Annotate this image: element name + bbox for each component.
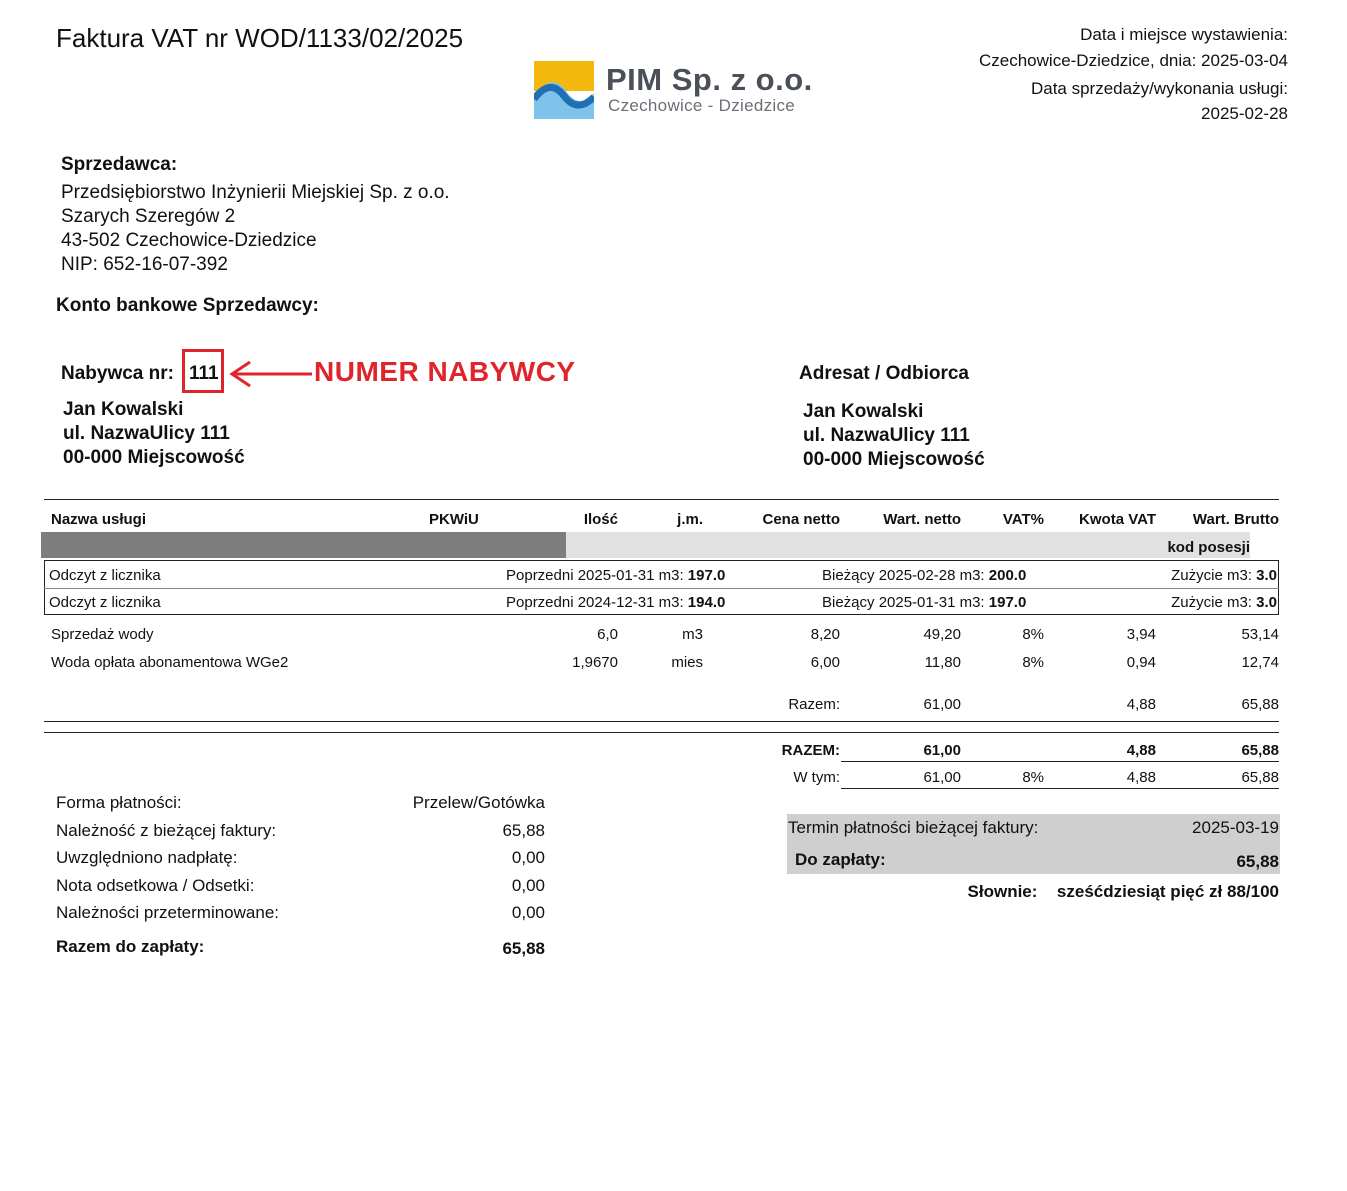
item-vat-amount: 0,94 [1126, 654, 1156, 671]
summary-value: 0,00 [511, 876, 545, 895]
meter-usage-value: 3.0 [1256, 567, 1277, 584]
seller-heading: Sprzedawca: [61, 154, 178, 175]
summary-label: Nota odsetkowa / Odsetki: [56, 876, 255, 895]
total-gross: 65,88 [1241, 742, 1279, 759]
col-price: Cena netto [762, 511, 840, 528]
meter-current-label: Bieżący 2025-01-31 m3: [822, 594, 985, 611]
invoice-title: Faktura VAT nr WOD/1133/02/2025 [56, 23, 464, 53]
buyer-number-highlight [182, 349, 224, 393]
meter-previous [506, 567, 725, 584]
subtotal-vat-amount: 4,88 [1126, 696, 1156, 713]
item-vat-rate: 8% [1022, 654, 1044, 671]
summary-label: Należności przeterminowane: [56, 903, 279, 922]
buyer-number-label: Nabywca nr: [61, 363, 174, 384]
meter-current-value: 197.0 [988, 594, 1027, 611]
buyer-city: 00-000 Miejscowość [63, 447, 245, 468]
buyer-name: Jan Kowalski [63, 399, 184, 420]
item-vat-rate: 8% [1022, 626, 1044, 643]
due-topay-value: 65,88 [1236, 852, 1279, 871]
recipient-city: 00-000 Miejscowość [803, 449, 985, 470]
item-unit: mies [671, 654, 703, 671]
of-which-underline [841, 788, 1279, 789]
meter-current-value: 200.0 [988, 567, 1027, 584]
total-underline [841, 761, 1279, 762]
item-price: 6,00 [810, 654, 840, 671]
subtotal-gross: 65,88 [1241, 696, 1279, 713]
item-net: 11,80 [924, 654, 961, 671]
table-top-rule [44, 499, 1279, 500]
due-topay-label: Do zapłaty: [795, 850, 886, 869]
item-gross: 53,14 [1241, 626, 1279, 643]
due-term-value: 2025-03-19 [1192, 818, 1279, 837]
subtotal-rule [44, 721, 1279, 722]
total-net: 61,00 [923, 742, 961, 759]
buyer-number: 111 [189, 363, 219, 384]
arrow-left-icon [228, 360, 314, 388]
subtotal-net: 61,00 [923, 696, 961, 713]
item-qty: 6,0 [597, 626, 618, 643]
of-which-label: W tym: [793, 769, 840, 786]
subtotal-label: Razem: [788, 696, 840, 713]
meter-previous-label: Poprzedni 2024-12-31 m3: [506, 594, 684, 611]
issue-label: Data i miejsce wystawienia: [1080, 25, 1288, 44]
amount-in-words-value: sześćdziesiąt pięć zł 88/100 [1056, 882, 1279, 901]
item-net: 49,20 [923, 626, 961, 643]
property-band-light [566, 532, 1250, 558]
sale-label: Data sprzedaży/wykonania usługi: [1030, 79, 1288, 98]
col-vat-rate: VAT% [1002, 511, 1044, 528]
total-rule [44, 732, 1279, 733]
amount-in-words [968, 882, 1279, 902]
summary-label: Uwzględniono nadpłatę: [56, 848, 238, 867]
due-term-label: Termin płatności bieżącej faktury: [788, 818, 1039, 837]
buyer-number-annotation: NUMER NABYWCY [314, 356, 576, 387]
seller-street: Szarych Szeregów 2 [61, 206, 236, 227]
total-label: RAZEM: [781, 742, 840, 759]
summary-total-label: Razem do zapłaty: [56, 937, 205, 956]
item-name: Sprzedaż wody [51, 626, 154, 643]
col-name: Nazwa usługi [51, 511, 147, 528]
meter-previous-value: 197.0 [687, 567, 726, 584]
meter-previous [506, 594, 725, 611]
meter-row-name: Odczyt z licznika [49, 567, 161, 584]
meter-row-name: Odczyt z licznika [49, 594, 161, 611]
summary-label: Należność z bieżącej faktury: [56, 821, 277, 840]
col-net: Wart. netto [883, 511, 961, 528]
item-name: Woda opłata abonamentowa WGe2 [51, 654, 289, 671]
meter-usage-label: Zużycie m3: [1171, 594, 1252, 611]
meter-previous-value: 194.0 [687, 594, 726, 611]
meter-current [822, 567, 1026, 584]
of-which-vat-rate: 8% [1022, 769, 1044, 786]
col-unit: j.m. [677, 511, 703, 528]
meter-current [822, 594, 1026, 611]
buyer-street: ul. NazwaUlicy 111 [63, 423, 230, 444]
seller-city: 43-502 Czechowice-Dziedzice [61, 230, 317, 251]
col-pkwiu: PKWiU [429, 511, 479, 528]
logo-company-name: PIM Sp. z o.o. [606, 62, 813, 97]
of-which-gross: 65,88 [1241, 769, 1279, 786]
item-price: 8,20 [810, 626, 840, 643]
item-unit: m3 [682, 626, 703, 643]
recipient-street: ul. NazwaUlicy 111 [803, 425, 970, 446]
of-which-net: 61,00 [923, 769, 961, 786]
summary-value: Przelew/Gotówka [412, 793, 545, 812]
col-gross: Wart. Brutto [1192, 511, 1279, 528]
seller-nip: NIP: 652-16-07-392 [61, 254, 228, 275]
summary-label: Forma płatności: [56, 793, 182, 812]
summary-value: 0,00 [511, 903, 545, 922]
pim-logo-icon [534, 61, 594, 119]
meter-previous-label: Poprzedni 2025-01-31 m3: [506, 567, 684, 584]
amount-in-words-label: Słownie: [967, 882, 1038, 901]
issue-value: Czechowice-Dziedzice, dnia: 2025-03-04 [979, 51, 1288, 70]
meter-usage-label: Zużycie m3: [1171, 567, 1252, 584]
col-qty: Ilość [583, 511, 618, 528]
col-vat-amount: Kwota VAT [1079, 511, 1156, 528]
summary-value: 65,88 [502, 821, 545, 840]
property-code-label: kod posesji [1167, 539, 1250, 556]
meter-current-label: Bieżący 2025-02-28 m3: [822, 567, 985, 584]
meter-usage-value: 3.0 [1256, 594, 1277, 611]
item-qty: 1,9670 [572, 654, 618, 671]
property-band-dark [41, 532, 566, 558]
seller-name: Przedsiębiorstwo Inżynierii Miejskiej Sp. z o.o. [61, 182, 450, 203]
item-gross: 12,74 [1241, 654, 1279, 671]
logo-city: Czechowice - Dziedzice [608, 96, 796, 115]
item-vat-amount: 3,94 [1126, 626, 1156, 643]
meter-usage [1171, 594, 1277, 611]
meter-usage [1171, 567, 1277, 584]
bank-account-label: Konto bankowe Sprzedawcy: [56, 295, 319, 316]
sale-value: 2025-02-28 [1201, 104, 1288, 123]
summary-total-value: 65,88 [502, 939, 545, 958]
total-vat-amount: 4,88 [1126, 742, 1156, 759]
meter-separator [44, 588, 1279, 589]
recipient-name: Jan Kowalski [803, 401, 924, 422]
summary-value: 0,00 [511, 848, 545, 867]
of-which-vat-amount: 4,88 [1126, 769, 1156, 786]
recipient-heading: Adresat / Odbiorca [799, 363, 969, 384]
